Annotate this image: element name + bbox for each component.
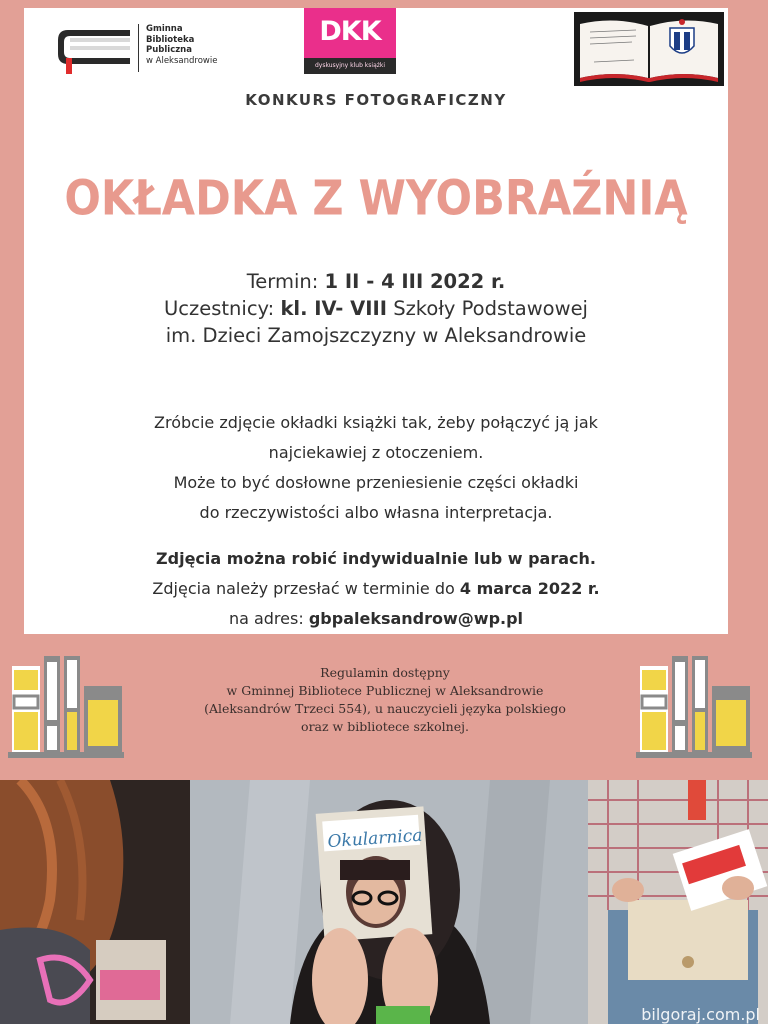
deadline-date: 4 marca 2022 r. — [459, 579, 600, 598]
contact-email[interactable]: gbpaleksandrow@wp.pl — [308, 609, 524, 628]
logo-divider — [138, 24, 139, 72]
regulations-line-1: Regulamin dostępny — [320, 665, 450, 680]
address-line — [64, 604, 688, 634]
books-icon-right — [636, 656, 756, 760]
deadline-prefix: Zdjęcia należy przesłać w terminie do — [152, 579, 455, 598]
participants-label: Uczestnicy: — [164, 297, 275, 320]
participants-school: Szkoły Podstawowej — [393, 297, 588, 320]
regulations-line-3: (Aleksandrów Trzeci 554), u nauczycieli języka polskiego — [204, 701, 566, 716]
book-logo-icon — [50, 22, 132, 74]
participants-classes: kl. IV- VIII — [280, 297, 387, 320]
desc-line-1: Zróbcie zdjęcie okładki książki tak, żeby połączyć ją jak — [154, 413, 598, 432]
desc-line-4: do rzeczywistości albo własna interpretacja. — [199, 503, 553, 522]
dkk-caption: dyskusyjny klub książki — [304, 58, 396, 74]
photo-strip — [0, 780, 768, 1024]
book-cover-title: Okularnica — [326, 825, 424, 853]
regulations-note — [150, 664, 620, 736]
library-name-line2: Biblioteka — [146, 34, 195, 45]
girl-with-okularnica-book-photo — [190, 780, 588, 1024]
regulations-line-4: oraz w bibliotece szkolnej. — [301, 719, 469, 734]
contest-title: OKŁADKA Z WYOBRAŹNIĄ — [64, 171, 688, 227]
library-name-line3: Publiczna — [146, 45, 192, 55]
term-line — [24, 268, 728, 295]
contest-heading: KONKURS FOTOGRAFICZNY — [245, 91, 507, 109]
desc-line-2: najciekawiej z otoczeniem. — [268, 443, 484, 462]
dkk-logo — [304, 8, 396, 74]
contest-info — [24, 268, 728, 349]
submission-info — [64, 544, 688, 634]
dkk-letters: DKK — [319, 16, 381, 47]
photo-bag — [588, 780, 768, 1024]
photo-watermark: bilgoraj.com.pl — [641, 1005, 760, 1024]
participants-school-name: im. Dzieci Zamojszczyzny w Aleksandrowie — [165, 324, 587, 347]
poster-panel — [24, 8, 728, 634]
library-name — [146, 24, 217, 66]
girl-with-book-photo — [0, 780, 190, 1024]
school-emblem-icon — [574, 12, 724, 86]
handbag-with-book-photo — [588, 780, 768, 1024]
desc-line-3: Może to być dosłowne przeniesienie części okładki — [173, 473, 579, 492]
term-label: Termin: — [246, 270, 319, 293]
library-name-line1: Gminna — [146, 24, 183, 34]
deadline-line — [64, 574, 688, 604]
photo-girl-hair — [0, 780, 190, 1024]
library-name-line4: w Aleksandrowie — [146, 55, 218, 66]
address-label: na adres: — [228, 609, 304, 628]
regulations-line-2: w Gminnej Bibliotece Publicznej w Aleksandrowie — [226, 683, 544, 698]
participants-line — [24, 295, 728, 322]
library-logo — [50, 14, 240, 74]
participation-rule: Zdjęcia można robić indywidualnie lub w parach. — [156, 549, 596, 568]
term-value: 1 II - 4 III 2022 r. — [324, 270, 506, 293]
photo-girl-glasses — [190, 780, 588, 1024]
books-icon — [8, 656, 128, 760]
contest-description — [64, 408, 688, 528]
